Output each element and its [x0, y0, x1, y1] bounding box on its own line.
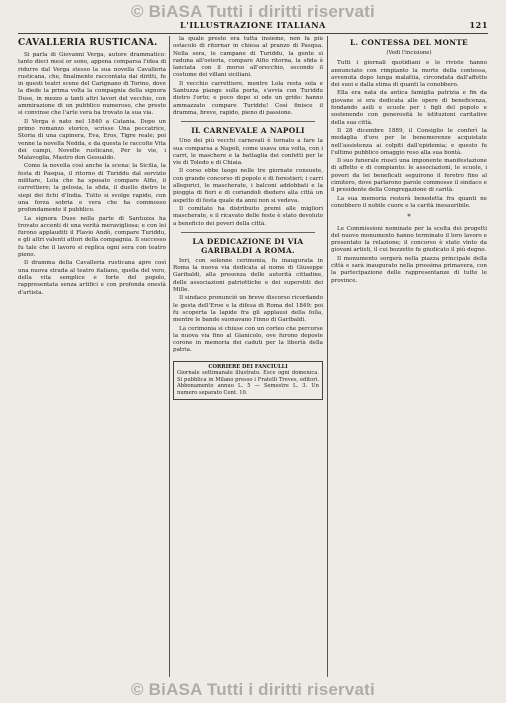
col3-paragraph-3: Il 28 dicembre 1889, il Consiglio le conferì la medaglia d'oro per le benemerenze acquistate nell'assistenza ai colpiti dall'epidemia; e questo fu l'ultimo pubblico omaggio reso alla sua bontà. [331, 127, 487, 156]
article-subtitle-contessa: (Vedi l'incisione) [386, 50, 432, 56]
column-3 [331, 36, 487, 677]
col2-paragraph-1: la quale presto era tutta insieme, non fa più ostacolo di ritornar in chiesa al pranzo di Pasqua. Nella sera, le campane di Turiddu, la gente si raduna all'osteria, compare Alfio ritorna, la sfida è lanciata con il morso all'orecchio, secondo il costume dei villani siciliani. [173, 36, 323, 79]
article-title-contessa: L. CONTESSA DEL MONTE [350, 38, 468, 47]
column-2 [173, 36, 323, 677]
column-divider-2 [327, 36, 328, 677]
section-separator [181, 121, 315, 122]
col3-paragraph-7: Il monumento sorgerà nella piazza principale della città e sarà inaugurato nella prossima primavera, con la partecipazione delle rappresentanze di tutte le province. [331, 255, 487, 284]
column-1 [18, 36, 166, 677]
page-number: 121 [469, 20, 488, 30]
col3-paragraph-6: Le Commissioni nominate per la scelta dei progetti del nuovo monumento hanno terminato il loro lavoro e presentato la relazione; il concorso è stato vinto da giovani artisti, il cui bozzetto fu giudicato il più degno. [331, 225, 487, 254]
header-rule [18, 33, 488, 34]
col1-paragraph-3: Come la novella così anche la scena: la Sicilia, la festa di Pasqua, il ritorno di Turiddu dal servizio militare, Lola che ha sposato compare Alfio, il carrettiere; la gelosia, la sfida, il duello dietro le siepi dei fichi d'India. Tutto si svolge rapido, con una forza sobria e vera che ha commosso profondamente il pubblico. [18, 163, 166, 214]
col3-paragraph-5: La sua memoria resterà benedetta fra quanti ne conobbero il nobile cuore e la carità inesauribile. [331, 195, 487, 209]
journal-title: L'ILLUSTRAZIONE ITALIANA [180, 20, 326, 30]
col2-garibaldi-paragraph-2: Il sindaco pronunciò un breve discorso ricordando le gesta dell'Eroe e la difesa di Roma del 1849; poi fu scoperta la lapide fra gli applausi della folla, mentre le bande suonavano l'inno di Garibaldi. [173, 295, 323, 324]
advertisement-text: Giornale settimanale illustrato. Esce ogni domenica. Si pubblica in Milano presso i Fratelli Treves, editori. Abbonamento annuo L. 5 — Semestre L. 3. Un numero separato Cent. 10. [177, 370, 319, 397]
col1-paragraph-2: Il Verga è nato nel 1840 a Catania. Dopo un primo romanzo storico, scrisse Una peccatrice, Storia di una capinera, Eva, Eros, Tigre reale; poi venne la novella Nedda, e da questa le raccolte Vita dei campi, Novelle rusticane, Per le vie, i Malavoglia, Mastro don Gesualdo. [18, 118, 166, 162]
col2-carnevale-paragraph-2: Il corso ebbe luogo nelle tre giornate consuete, con grande concorso di popolo e di forestieri; i carri allegorici, le mascherate, i balconi addobbati e la pioggia di fiori e di coriandoli diedero alla città un aspetto di festa quale da anni non si vedeva. [173, 168, 323, 204]
col2-garibaldi-paragraph-3: La cerimonia si chiuse con un corteo che percorse la nuova via fino al Gianicolo, ove furono deposte corone in memoria dei caduti per la libertà della patria. [173, 325, 323, 354]
col1-paragraph-4: La signora Duse nella parte di Santuzza ha trovato accenti di una verità meravigliosa; e con lei furono applauditi il Flavio Andò, compare Turiddu, e gli altri valenti attori della compagnia. Il successo fu tale che il lavoro si replica ogni sera con teatro pieno. [18, 215, 166, 259]
watermark-bottom: © BiASA Tutti i diritti riservati [131, 680, 375, 699]
col3-paragraph-4: Il suo funerale riuscì una imponente manifestazione di affetto e di compianto: le associazioni, le scuole, i poveri da lei beneficati seguirono il feretro fino al cimitero, dove parlarono parole commosse il sindaco e il presidente della Congregazione di carità. [331, 158, 487, 194]
article-title-carnevale: IL CARNEVALE A NAPOLI [191, 126, 305, 136]
advertisement-title: CORRIERE DEI FANCIULLI [208, 363, 288, 370]
col2-garibaldi-paragraph-1: Ieri, con solenne cerimonia, fu inaugurata in Roma la nuova via dedicata al nome di Giuseppe Garibaldi, alla presenza delle autorità cittadine, delle associazioni patriottiche e dei superstiti dei Mille. [173, 257, 323, 294]
column-divider-1 [169, 36, 170, 677]
watermark-top: © BiASA Tutti i diritti riservati [131, 2, 375, 21]
article-title-via-garibaldi: LA DEDICAZIONE DI VIA GARIBALDI A ROMA. [192, 236, 304, 255]
col1-paragraph-1: Si parla di Giovanni Verga, autore drammatico: tanto dieci mesi or sono, appena comparsa l'idea di ridurre dal Verga stesso la sua novella Cavalleria rusticana, che, finalmente raccontata dai diritti, fu in questi teatri scene del Carignano di Torino, dove la diede la prima volta la compagnia della signora Duse, in mezzo a tanti altri lavori del vecchio, con ammirazione di un pubblico numeroso, che presto si convinse che l'arte vera ha trovato la sua via. [18, 52, 166, 117]
section-separator [181, 232, 315, 233]
col2-carnevale-paragraph-3: Il comitato ha distribuito premi alle migliori mascherate, e il ricavato delle feste è stato devoluto a beneficio dei poveri della città. [173, 205, 323, 227]
page-header [18, 20, 488, 32]
col3-paragraph-1: Tutti i giornali quotidiani e le riviste hanno annunciato con rimpianto la morte della contessa, avvenuta dopo lunga malattia, circondata dall'affetto dei suoi e dalla stima di quanti la conobbero. [331, 60, 487, 89]
col2-carnevale-paragraph-1: Uno dei più vecchi carnevali è tornato a fare la sua comparsa a Napoli, come usava una volta, con i carri, le maschere e la battaglia dei confetti per le vie di Toledo e di Chiaia. [173, 138, 323, 167]
col2-paragraph-2: Il vecchio carrettiere, mentre Lola resta sola e Santuzza piange sulla porta, s'avvia con Turiddu dietro l'orto; e poco dopo si ode un grido: hanno ammazzato compare Turiddu! Così finisce il dramma, breve, rapido, pieno di passione. [173, 80, 323, 116]
asterisk-separator-icon: * [407, 213, 411, 222]
advertisement-box [173, 361, 323, 400]
col1-paragraph-5: Il dramma della Cavalleria rusticana apre così una nuova strada al teatro italiano, quella del vero, della vita semplice e forte del popolo, rappresentata senza artifici e con profonda onestà d'artista. [18, 260, 166, 296]
article-title-cavalleria: CAVALLERIA RUSTICANA. [18, 38, 158, 48]
col3-paragraph-2: Ella era nata da antica famiglia patrizia e fin da giovane si era dedicata alle opere di beneficenza, fondando asili e scuole per i figli del popolo e sostenendo con generosità le istituzioni caritative della sua città. [331, 90, 487, 126]
